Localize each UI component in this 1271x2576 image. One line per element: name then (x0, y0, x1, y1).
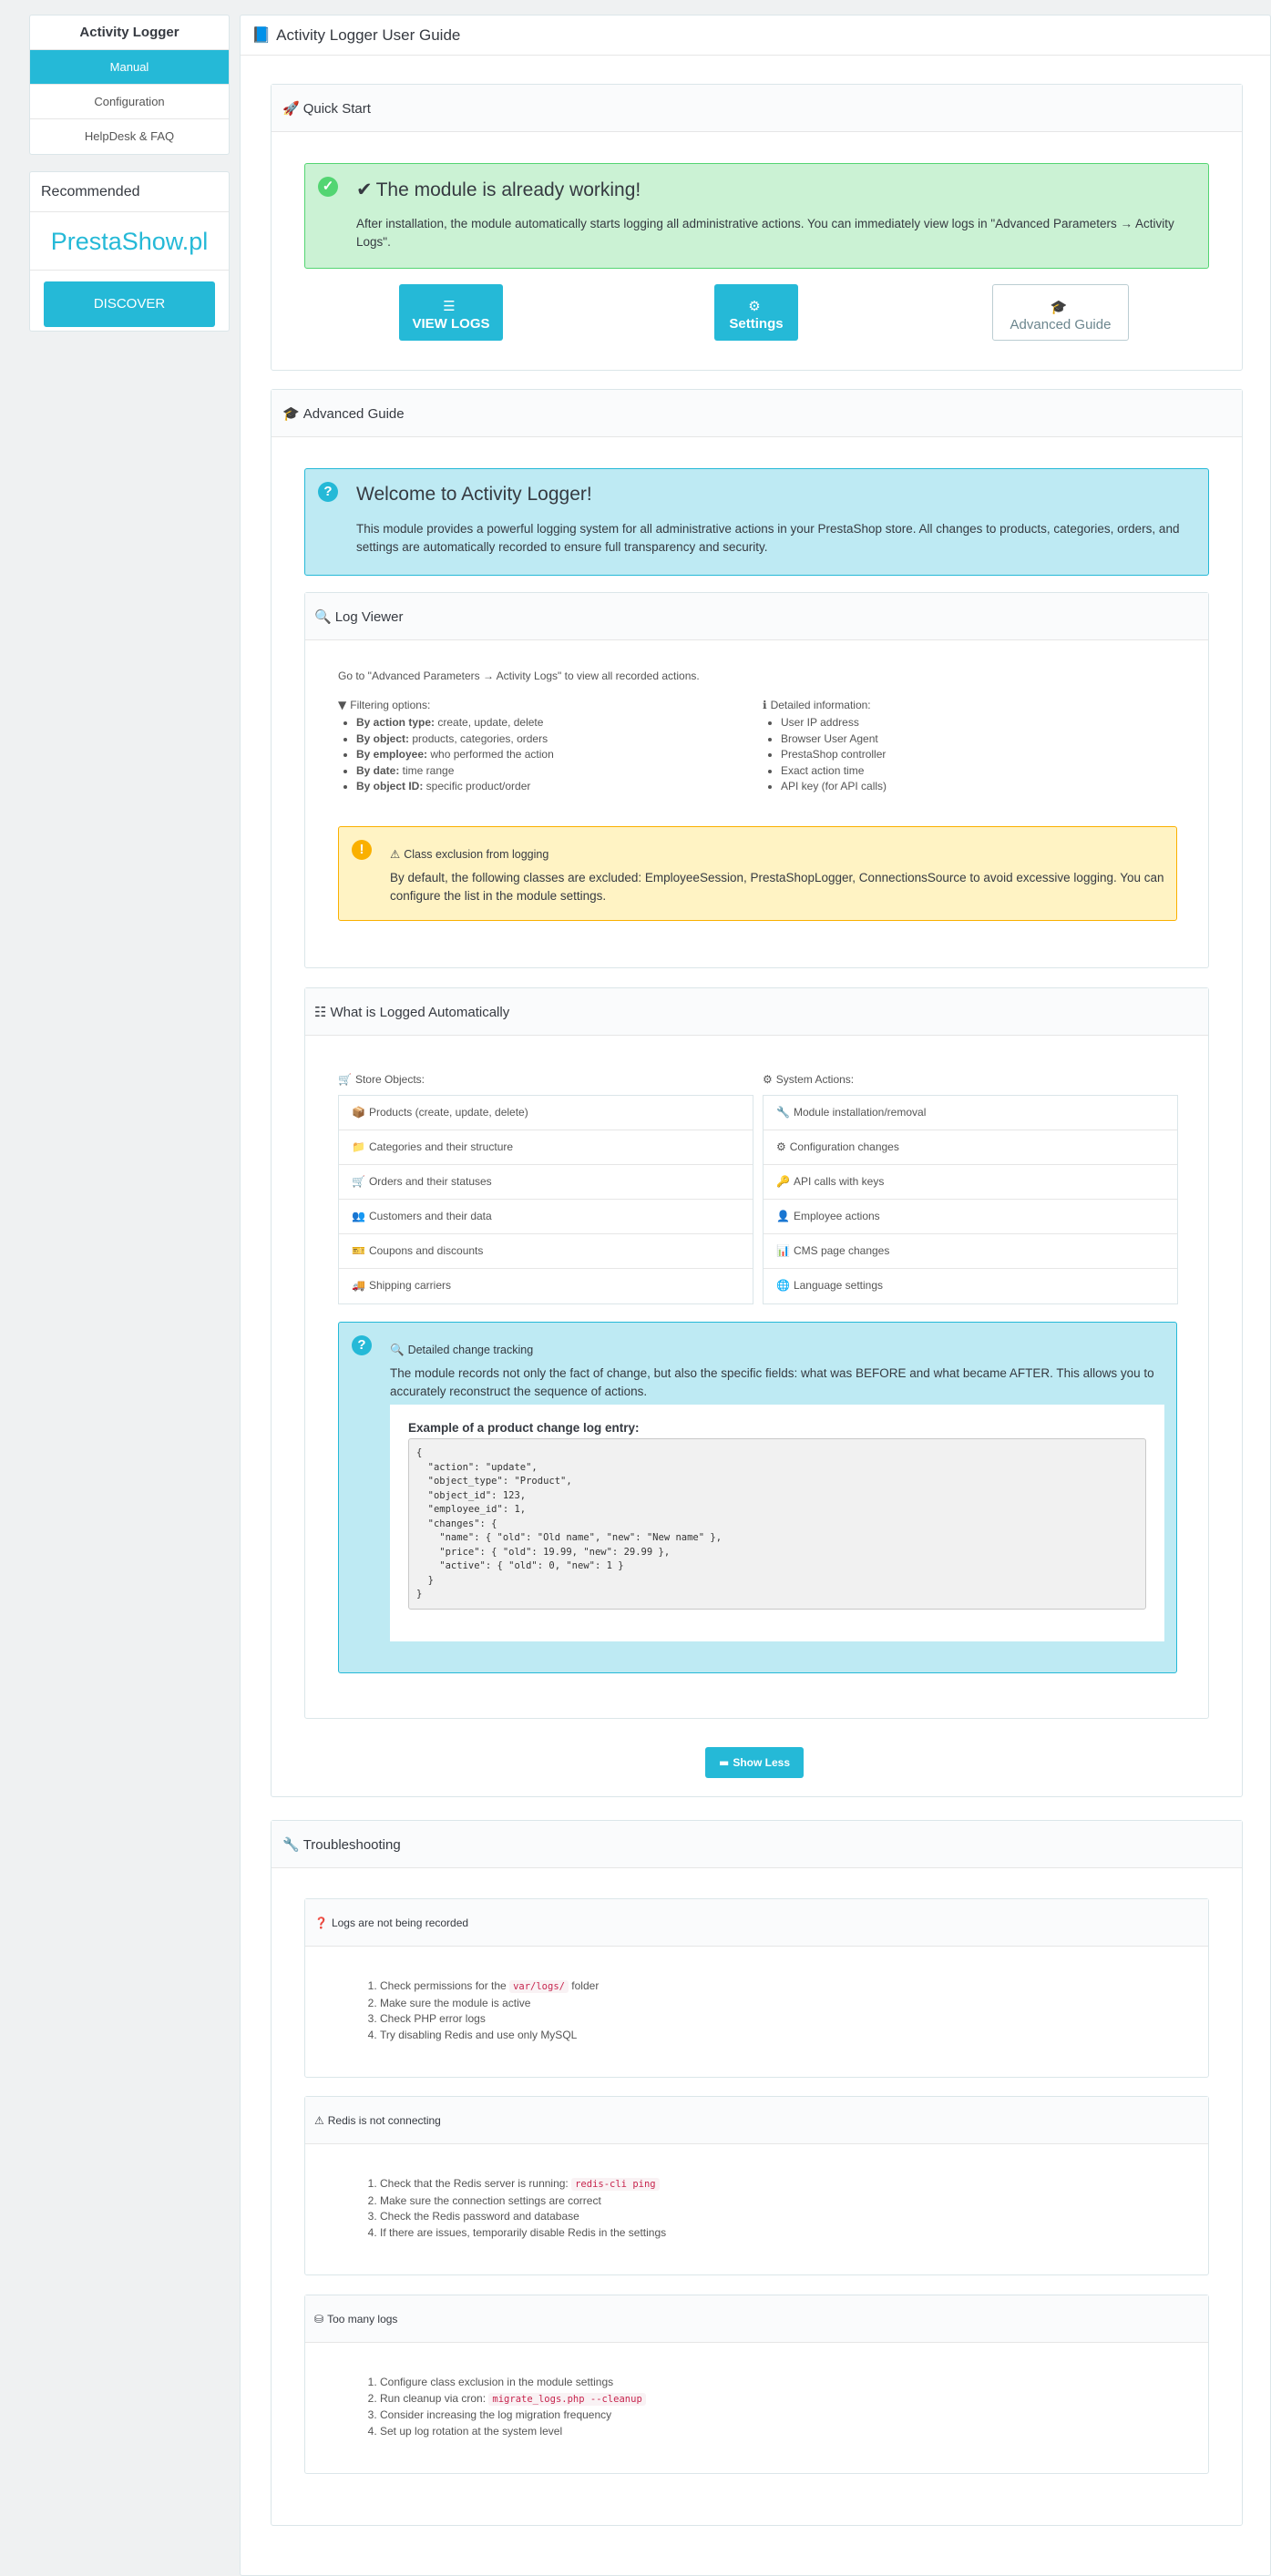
discover-button[interactable]: DISCOVER (44, 281, 215, 327)
cart-icon: 🛒 (352, 1175, 365, 1188)
list-item: 3. Check PHP error logs (380, 2011, 599, 2028)
trouble-list (362, 1978, 599, 2043)
example-title: Example of a product change log entry: (408, 1421, 640, 1435)
list-item: 🚚 Shipping carriers (352, 1279, 451, 1292)
sidebar-item-helpdesk[interactable]: HelpDesk & FAQ (84, 129, 175, 143)
brand-logo[interactable]: PrestaShow.pl (30, 212, 229, 271)
quick-start-title: Quick Start (302, 101, 371, 117)
trouble-card-header: ❓ Logs are not being recorded (305, 1899, 1208, 1947)
info-circle-icon: ℹ (763, 699, 767, 711)
advanced-guide-header (272, 390, 1242, 437)
troubleshooting-header (272, 1821, 1242, 1868)
check-icon: ✔ (356, 179, 373, 200)
ticket-icon: 🎫 (352, 1244, 365, 1257)
list-item: 🌐 Language settings (776, 1279, 884, 1292)
cogs-icon: ⚙ (763, 1073, 773, 1086)
list-item: • By employee: who performed the action (356, 747, 757, 763)
list-item: 📊 CMS page changes (764, 1234, 1177, 1269)
question-circle-icon: ❓ (314, 1917, 328, 1929)
list-item: 📦 Products (create, update, delete) (339, 1096, 753, 1130)
filtering-options (338, 699, 757, 795)
advanced-guide-panel (271, 389, 1243, 1797)
view-logs-button[interactable]: ☰ VIEW LOGS (399, 284, 503, 341)
page-title-text: Activity Logger User Guide (276, 26, 461, 44)
list-item: 3. Check the Redis password and database (380, 2209, 666, 2225)
main-panel (240, 15, 1271, 2576)
user-icon: 👤 (776, 1210, 790, 1222)
class-exclusion-warning (338, 826, 1177, 921)
chart-icon: 📊 (776, 1244, 790, 1257)
change-tracking-alert (338, 1322, 1177, 1673)
warning-icon: ⚠ (314, 2114, 324, 2127)
trouble-card-header: ⚠ Redis is not connecting (305, 2097, 1208, 2144)
list-item: 👤 Employee actions (764, 1200, 1177, 1234)
cart-icon: 🛒 (338, 1073, 352, 1086)
truck-icon: 🚚 (352, 1279, 365, 1292)
list-item: • PrestaShop controller (781, 747, 1182, 763)
warning-title: ⚠ Class exclusion from logging (390, 847, 549, 861)
sidebar-title: Activity Logger (30, 15, 229, 50)
list-item: 📁 Categories and their structure (339, 1130, 753, 1165)
quick-start-panel (271, 84, 1243, 371)
list-item: 🛒 Orders and their statuses (339, 1165, 753, 1200)
list-item: 👥 Customers and their data (339, 1200, 753, 1234)
globe-icon: 🌐 (776, 1279, 790, 1292)
exclamation-circle-icon: ! (352, 840, 372, 860)
check-circle-icon: ✓ (318, 177, 338, 197)
list-item: 2. Run cleanup via cron: migrate_logs.php --cleanup (380, 2391, 646, 2408)
list-item: • Browser User Agent (781, 731, 1182, 748)
gear-icon: ⚙ (748, 298, 761, 314)
advanced-guide-title: Advanced Guide (302, 406, 405, 422)
tracking-title: 🔍 Detailed change tracking (390, 1343, 534, 1356)
question-circle-icon: ? (352, 1335, 372, 1355)
list-item: 1. Configure class exclusion in the module settings (380, 2375, 646, 2391)
settings-button[interactable]: ⚙ Settings (714, 284, 798, 341)
store-objects-list (338, 1095, 753, 1304)
sidebar-menu (29, 15, 230, 155)
list-item: • Exact action time (781, 763, 1182, 780)
troubleshooting-title: Troubleshooting (302, 1837, 401, 1853)
log-viewer-intro: Go to "Advanced Parameters → Activity Logs" to view all recorded actions. (338, 670, 700, 682)
list-item: • API key (for API calls) (781, 779, 1182, 795)
minus-icon: ▬ (718, 1756, 730, 1769)
trouble-list (362, 2176, 666, 2241)
recommended-card (29, 171, 230, 332)
log-viewer-header (305, 593, 1208, 640)
success-alert (304, 163, 1209, 269)
list-item: • User IP address (781, 715, 1182, 731)
list-item: 4. If there are issues, temporarily disable Redis in the settings (380, 2225, 666, 2242)
list-item: • By action type: create, update, delete (356, 715, 757, 731)
filter-icon: ▼ (338, 699, 347, 711)
key-icon: 🔑 (776, 1175, 790, 1188)
welcome-text: This module provides a powerful logging system for all administrative actions in your PrestaShop store. All changes to products, categories, orders, and settings are automatically recorded to ensure full transparency and security. (356, 522, 1180, 554)
detail-list (763, 715, 1182, 795)
graduation-cap-icon: 🎓 (282, 405, 300, 422)
trouble-card-header: ⛁ Too many logs (305, 2295, 1208, 2343)
list-item: 2. Make sure the module is active (380, 1996, 599, 2012)
quick-start-header (272, 85, 1242, 132)
example-box (390, 1405, 1164, 1641)
list-item: 🔧 Module installation/removal (764, 1096, 1177, 1130)
show-less-button[interactable]: ▬ Show Less (705, 1747, 804, 1778)
sidebar (29, 15, 230, 332)
what-is-logged-card (304, 987, 1209, 1719)
trouble-card-too-many (304, 2295, 1209, 2474)
list-item: 3. Consider increasing the log migration frequency (380, 2407, 646, 2424)
tracking-text: The module records not only the fact of change, but also the specific fields: what was BEFORE and what became AFTER. This allows you to accurately reconstruct the sequence of actions. (390, 1366, 1154, 1398)
question-circle-icon: ? (318, 482, 338, 502)
what-is-logged-title: What is Logged Automatically (330, 1005, 510, 1020)
store-objects-title: 🛒 Store Objects: (338, 1073, 425, 1086)
sidebar-item-configuration[interactable]: Configuration (30, 85, 229, 119)
list-item: ⚙ Configuration changes (764, 1130, 1177, 1165)
troubleshooting-panel (271, 1820, 1243, 2526)
advanced-guide-button[interactable]: 🎓 Advanced Guide (992, 284, 1129, 341)
graduation-cap-icon: 🎓 (1050, 299, 1068, 315)
log-viewer-card (304, 592, 1209, 968)
page-title (241, 15, 1270, 56)
detail-title: ℹ Detailed information: (763, 699, 871, 711)
box-icon: 📦 (352, 1106, 365, 1119)
list-item: 1. Check that the Redis server is running: redis-cli ping (380, 2176, 666, 2193)
list-item: 4. Try disabling Redis and use only MySQL (380, 2028, 599, 2044)
filtering-title: ▼ Filtering options: (338, 699, 431, 711)
users-icon: 👥 (352, 1210, 365, 1222)
welcome-alert (304, 468, 1209, 576)
list-item: 🔑 API calls with keys (764, 1165, 1177, 1200)
system-actions-title: ⚙ System Actions: (763, 1073, 855, 1086)
example-code: { "action": "update", "object_type": "Product", "object_id": 123, "employee_id": 1, "changes": { "name": { "old": "Old name", "new": "New name" }, "price": { "old": 19.99, "new": 29.99 }, "active": { "old": 0, "new": 1 } } } (408, 1438, 1146, 1610)
welcome-title: Welcome to Activity Logger! (356, 484, 592, 505)
list-icon: ☰ (443, 298, 456, 314)
warning-text: By default, the following classes are excluded: EmployeeSession, PrestaShopLogger, ConnectionsSource to avoid excessive logging. You can configure the list in the module settings. (390, 871, 1164, 903)
gear-icon: ⚙ (776, 1140, 786, 1153)
list-item: 🎫 Coupons and discounts (339, 1234, 753, 1269)
sidebar-item-manual[interactable]: Manual (30, 50, 229, 85)
list-item: • By date: time range (356, 763, 757, 780)
search-icon: 🔍 (390, 1343, 405, 1356)
system-actions-list (763, 1095, 1178, 1304)
log-viewer-title: Log Viewer (334, 609, 404, 625)
list-item: 1. Check permissions for the var/logs/ folder (380, 1978, 599, 1996)
success-alert-title: ✔ The module is already working! (356, 179, 641, 200)
rocket-icon: 🚀 (282, 100, 300, 117)
wrench-icon: 🔧 (282, 1836, 300, 1853)
success-alert-text: After installation, the module automatically starts logging all administrative actions. You can immediately view logs in "Advanced Parameters → Activity Logs". (356, 217, 1174, 249)
search-icon: 🔍 (314, 608, 332, 625)
trouble-list (362, 2375, 646, 2439)
trouble-card-logs (304, 1898, 1209, 2078)
list-item: • By object: products, categories, orders (356, 731, 757, 748)
book-icon: 📘 (251, 26, 272, 45)
detailed-information (763, 699, 1182, 795)
what-is-logged-header (305, 988, 1208, 1036)
folder-icon: 📁 (352, 1140, 365, 1153)
list-item: 2. Make sure the connection settings are correct (380, 2193, 666, 2210)
list-alt-icon: ☷ (314, 1004, 327, 1020)
list-item: • By object ID: specific product/order (356, 779, 757, 795)
filter-list (338, 715, 757, 795)
warning-icon: ⚠ (390, 847, 401, 861)
recommended-title: Recommended (30, 172, 229, 212)
trouble-card-redis (304, 2096, 1209, 2275)
database-icon: ⛁ (314, 2313, 324, 2326)
list-item: 4. Set up log rotation at the system level (380, 2424, 646, 2440)
wrench-icon: 🔧 (776, 1106, 790, 1119)
